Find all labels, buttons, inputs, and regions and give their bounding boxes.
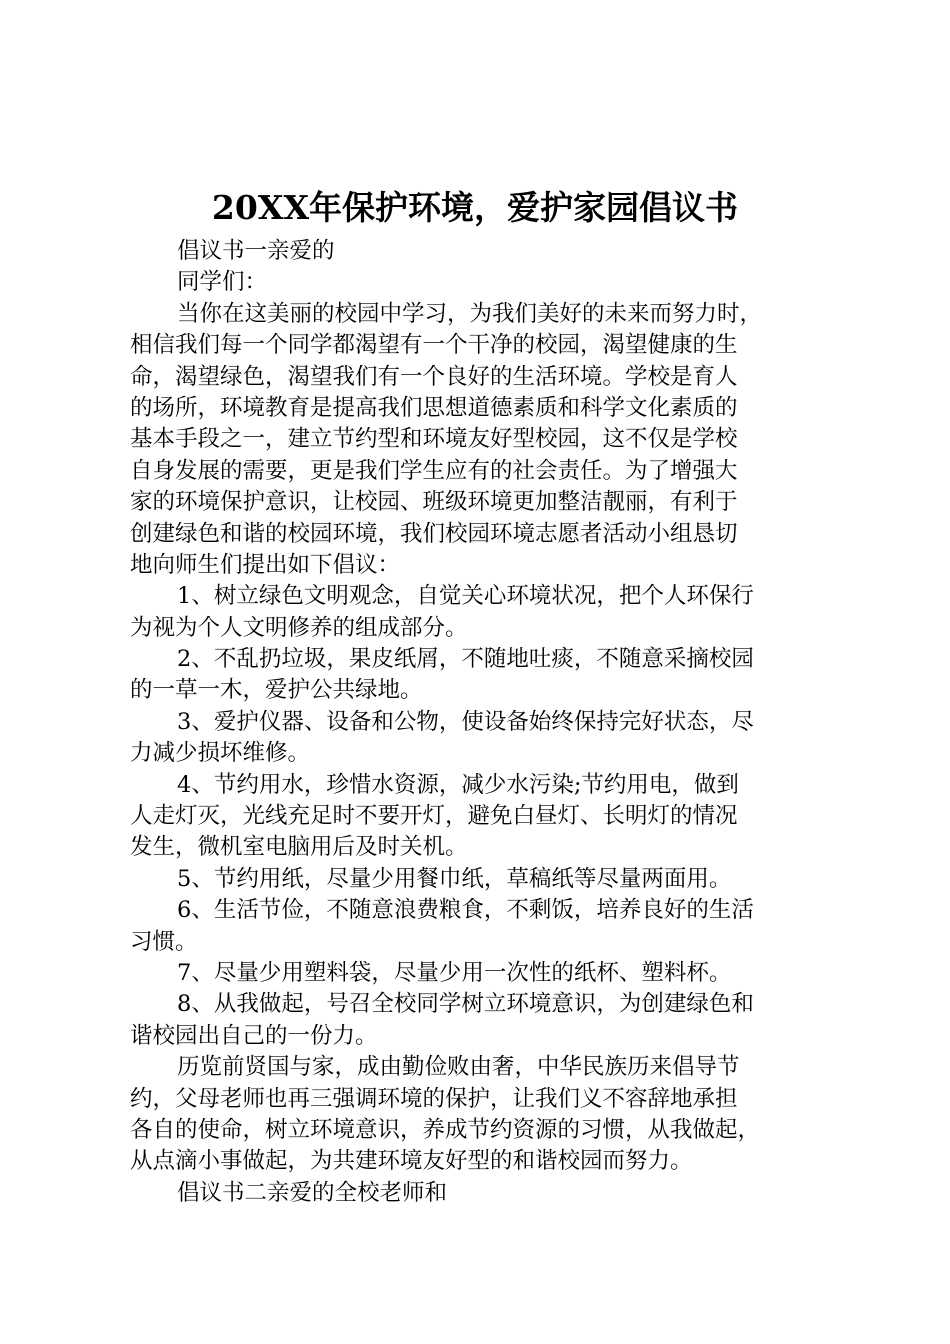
paragraph-line: 约，父母老师也再三强调环境的保护，让我们义不容辞地承担 — [130, 1085, 738, 1112]
paragraph-line: 倡议书二亲爱的全校老师和 — [177, 1179, 448, 1206]
paragraph-line: 各自的使命，树立环境意识，养成节约资源的习惯，从我做起， — [130, 1116, 761, 1143]
paragraph-line: 同学们： — [177, 269, 268, 296]
paragraph-line: 自身发展的需要，更是我们学生应有的社会责任。为了增强大 — [130, 457, 738, 484]
paragraph-line: 当你在这美丽的校园中学习，为我们美好的未来而努力时， — [177, 300, 763, 327]
list-item-line: 习惯。 — [130, 928, 198, 955]
list-item-line: 5、节约用纸，尽量少用餐巾纸，草稿纸等尽量两面用。 — [177, 865, 732, 892]
list-item-line: 8、从我做起，号召全校同学树立环境意识，为创建绿色和 — [177, 991, 754, 1018]
list-item-line: 7、尽量少用塑料袋，尽量少用一次性的纸杯、塑料杯。 — [177, 959, 732, 986]
list-item-line: 6、生活节俭，不随意浪费粮食，不剩饭，培养良好的生活 — [177, 897, 754, 924]
list-item-line: 力减少损坏维修。 — [130, 740, 311, 767]
list-item-line: 谐校园出自己的一份力。 — [130, 1022, 378, 1049]
paragraph-line: 倡议书一亲爱的 — [177, 238, 335, 264]
document-body — [130, 236, 820, 1209]
paragraph-line: 从点滴小事做起，为共建环境友好型的和谐校园而努力。 — [130, 1148, 693, 1175]
paragraph-line: 命，渴望绿色，渴望我们有一个良好的生活环境。学校是育人 — [130, 363, 738, 390]
list-item-line: 4、节约用水，珍惜水资源，减少水污染;节约用电，做到 — [177, 771, 739, 798]
paragraph-line: 基本手段之一，建立节约型和环境友好型校园，这不仅是学校 — [130, 426, 738, 453]
paragraph-line: 家的环境保护意识，让校园、班级环境更加整洁靓丽，有利于 — [130, 489, 738, 516]
list-item-line: 3、爱护仪器、设备和公物，使设备始终保持完好状态，尽 — [177, 708, 754, 735]
list-item-line: 的一草一木，爱护公共绿地。 — [130, 677, 423, 704]
list-item-line: 为视为个人文明修养的组成部分。 — [130, 614, 468, 641]
paragraph-line: 历览前贤国与家，成由勤俭败由奢，中华民族历来倡导节 — [177, 1054, 740, 1081]
paragraph-line: 的场所，环境教育是提高我们思想道德素质和科学文化素质的 — [130, 394, 738, 421]
paragraph-line: 创建绿色和谐的校园环境，我们校园环境志愿者活动小组恳切 — [130, 520, 738, 547]
list-item-line: 1、树立绿色文明观念，自觉关心环境状况，把个人环保行 — [177, 583, 754, 610]
list-item-line: 发生，微机室电脑用后及时关机。 — [130, 834, 468, 861]
document-title: 20XX年保护环境，爱护家园倡议书 — [211, 188, 739, 227]
paragraph-line: 地向师生们提出如下倡议： — [130, 551, 401, 578]
list-item-line: 2、不乱扔垃圾，果皮纸屑，不随地吐痰，不随意采摘校园 — [177, 646, 754, 673]
list-item-line: 人走灯灭，光线充足时不要开灯，避免白昼灯、长明灯的情况 — [130, 803, 738, 830]
paragraph-line: 相信我们每一个同学都渴望有一个干净的校园，渴望健康的生 — [130, 332, 738, 359]
